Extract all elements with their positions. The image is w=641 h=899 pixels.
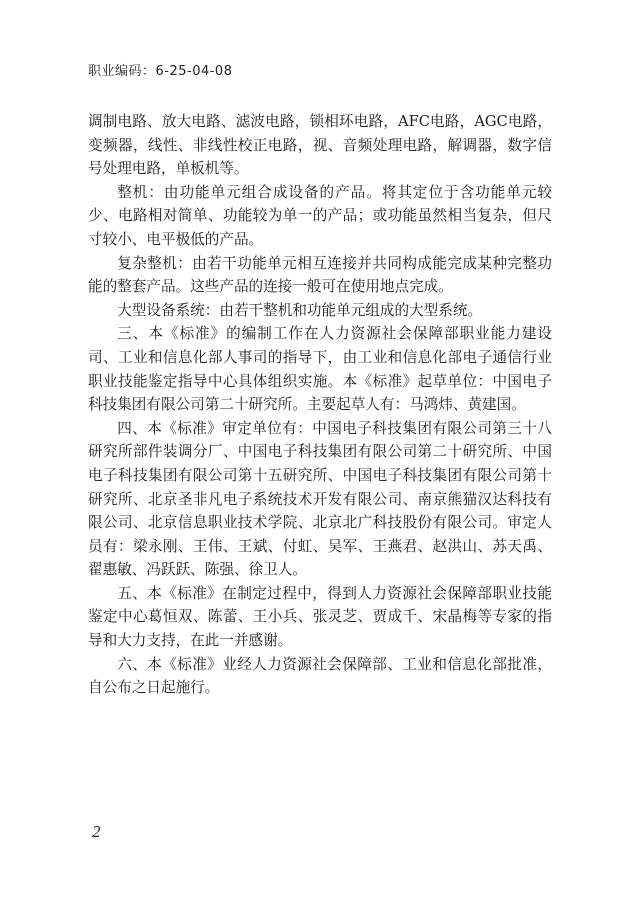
paragraph-section-four: 四、本《标准》审定单位有：中国电子科技集团有限公司第三十八研究所部件装调分厂、中国电子科技集团有限公司第二十研究所、中国电子科技集团有限公司第十五研究所、中国电子科技集团有限公司第十研究所、北京圣非凡电子系统技术开发有限公司、南京熊猫汉达科技有限公司、北京信息职业技术学院、北京北广科技股份有限公司。审定人员有：梁永刚、王伟、王斌、付虹、吴军、王燕君、赵洪山、苏天禹、翟惠敏、冯跃跃、陈强、徐卫人。 (88, 419, 552, 579)
paragraph-whole-machine: 整机：由功能单元组合成设备的产品。将其定位于含功能单元较少、电路相对简单、功能较为单一的产品；或功能虽然相当复杂，但尺寸较小、电平极低的产品。 (88, 183, 552, 248)
document-body (88, 110, 552, 700)
paragraph-section-five: 五、本《标准》在制定过程中，得到人力资源社会保障部职业技能鉴定中心葛恒双、陈蕾、王小兵、张灵芝、贾成千、宋晶梅等专家的指导和大力支持，在此一并感谢。 (88, 584, 552, 650)
page-number: 2 (92, 822, 101, 841)
paragraph-section-six: 六、本《标准》业经人力资源社会保障部、工业和信息化部批准，自公布之日起施行。 (88, 655, 552, 697)
paragraph-section-three: 三、本《标准》的编制工作在人力资源社会保障部职业能力建设司、工业和信息化部人事司的指导下，由工业和信息化部电子通信行业职业技能鉴定指导中心具体组织实施。本《标准》起草单位：中国电子科技集团有限公司第二十研究所。主要起草人有：马鸿炜、黄建国。 (88, 325, 552, 414)
occupation-code-header: 职业编码：6-25-04-08 (88, 64, 233, 79)
paragraph-large-system: 大型设备系统：由若干整机和功能单元组成的大型系统。 (117, 301, 483, 319)
paragraph-circuit-list: 调制电路、放大电路、滤波电路，锁相环电路，AFC电路，AGC电路，变频器，线性、非线性校正电路，视、音频处理电路，解调器，数字信号处理电路，单板机等。 (88, 113, 552, 178)
paragraph-complex-machine: 复杂整机：由若干功能单元相互连接并共同构成能完成某种完整功能的整套产品。这些产品的连接一般可在使用地点完成。 (88, 254, 552, 296)
